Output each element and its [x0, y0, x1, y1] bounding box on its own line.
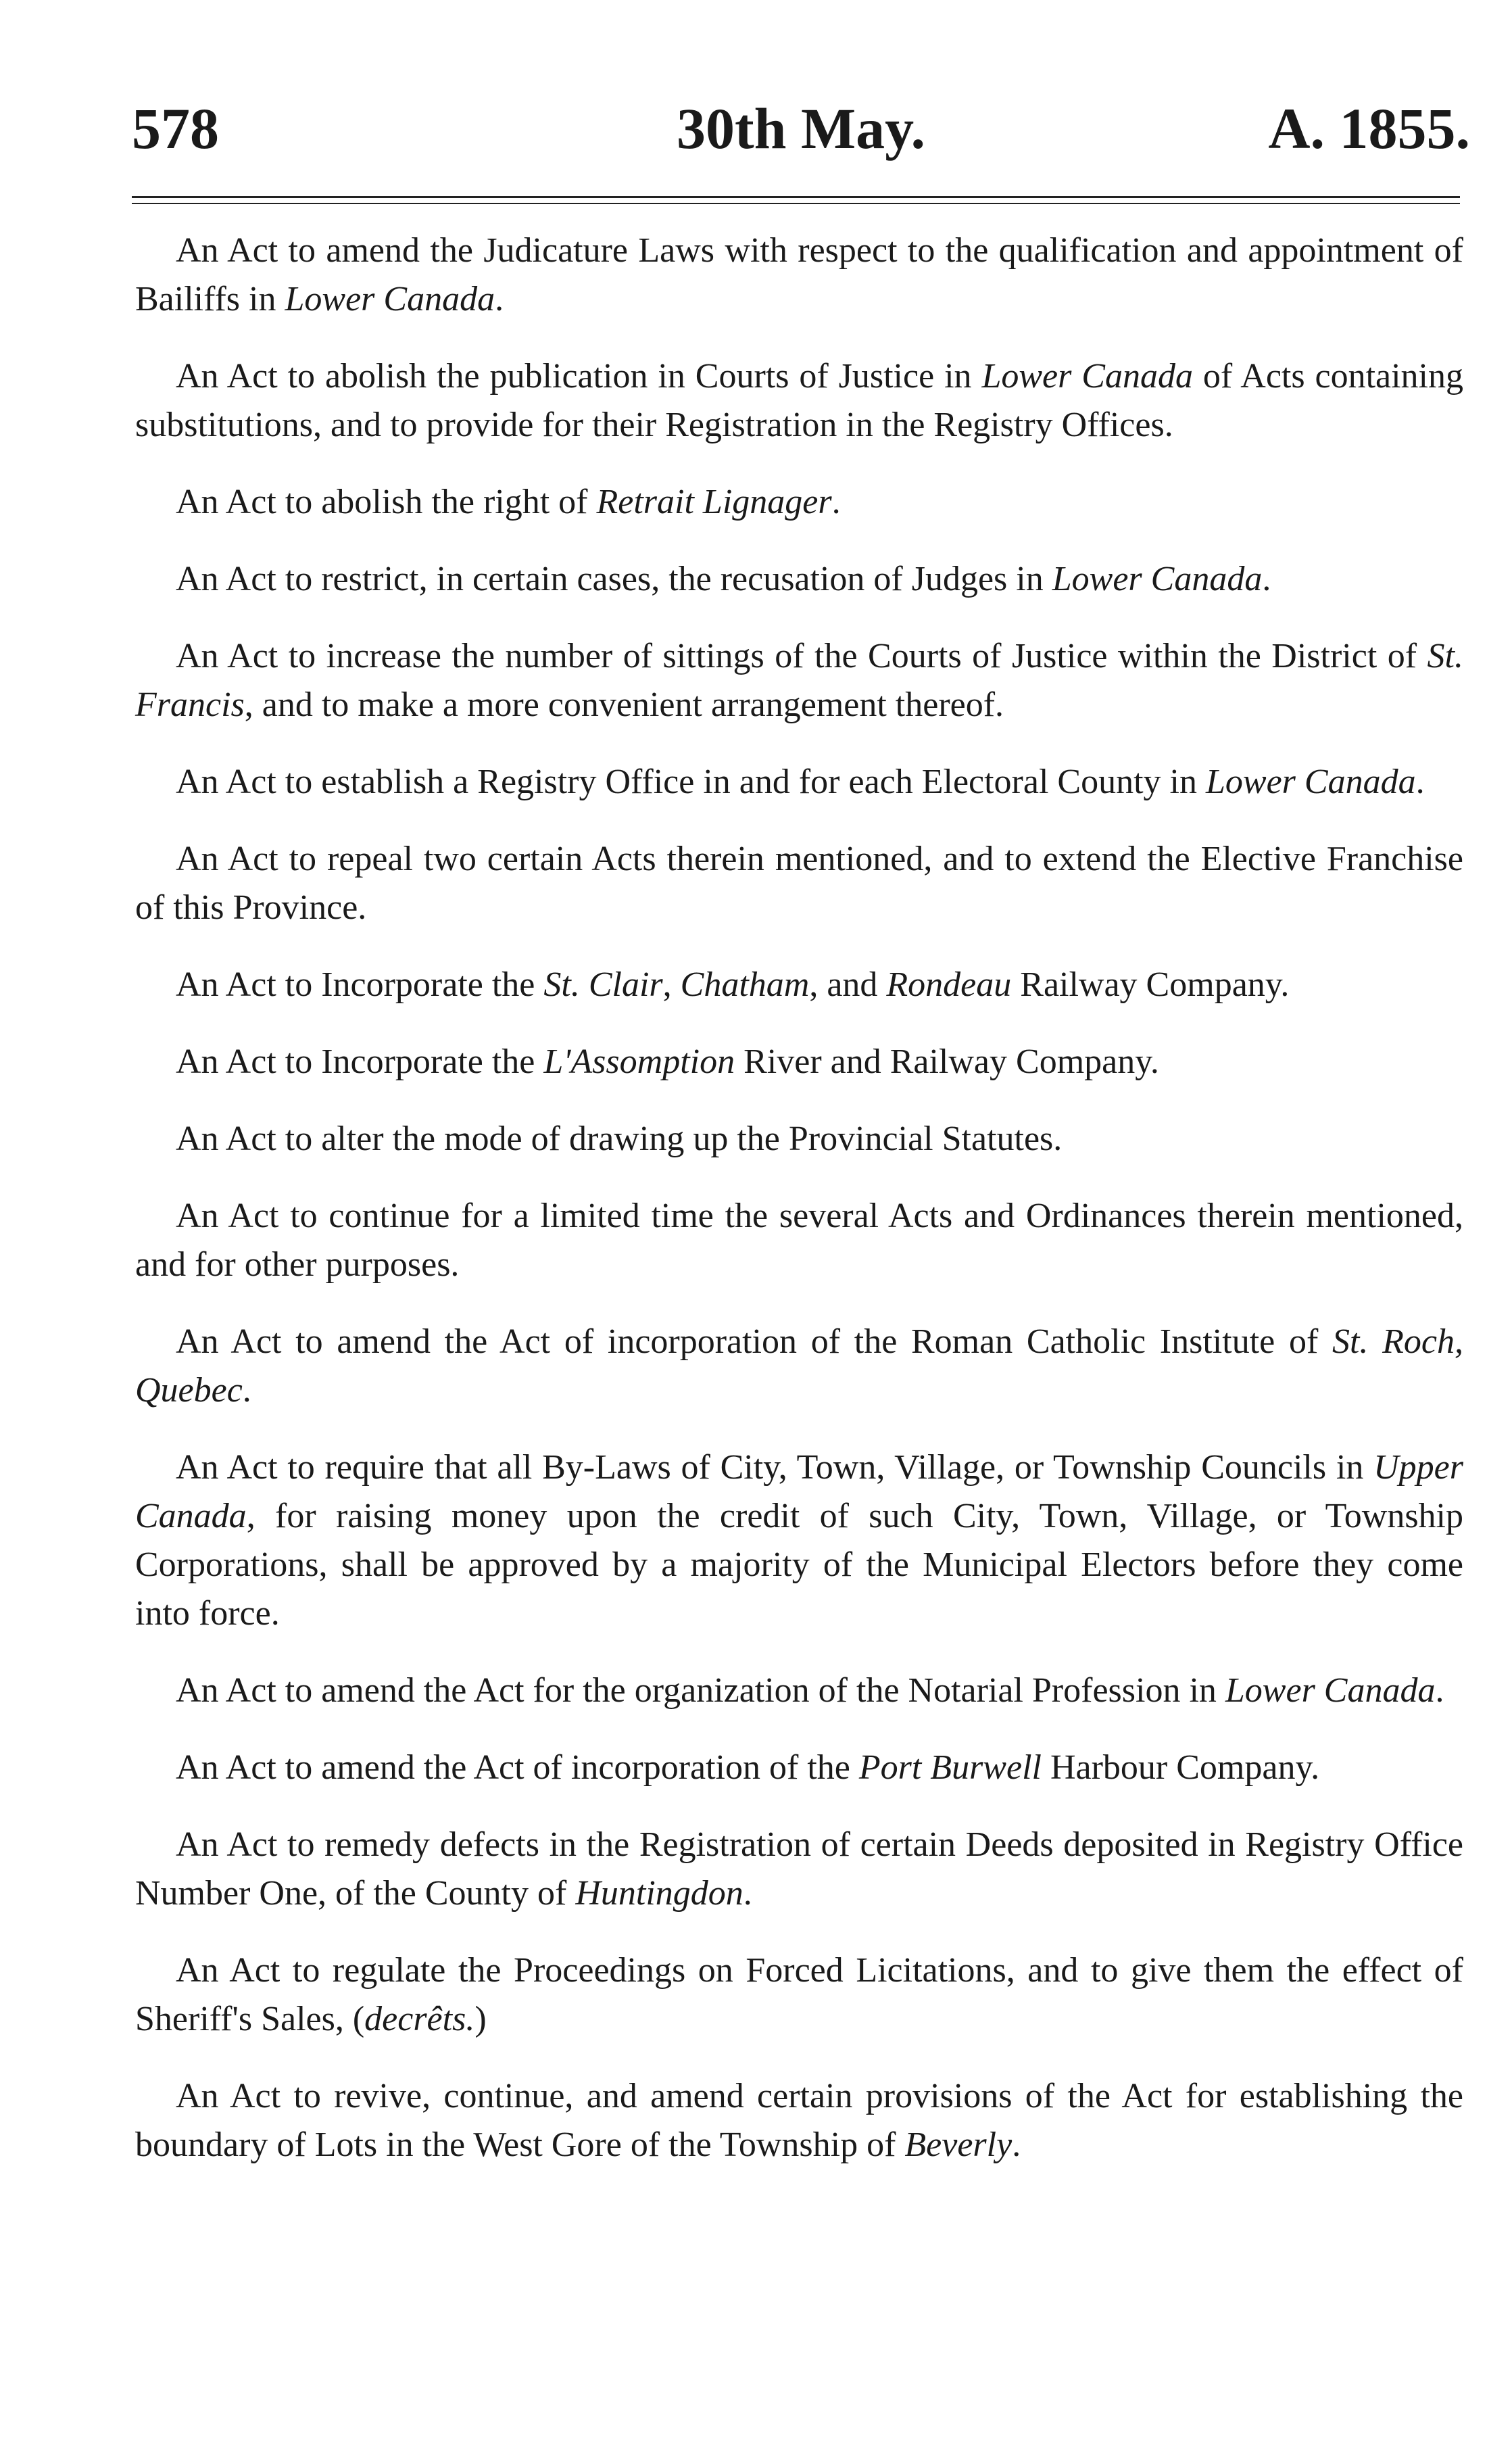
act-entry — [135, 478, 1463, 527]
italic-text: Lower Canada — [981, 357, 1193, 395]
italic-text: Huntingdon — [575, 1874, 743, 1913]
act-entry — [135, 352, 1463, 450]
entry-text: An Act to revive, continue, and amend certain provisions of the Act for establishing the boundary of Lots in the West Gore of the Township of — [135, 2077, 1463, 2164]
italic-text: Rondeau — [886, 965, 1012, 1004]
entry-text: An Act to remedy defects in the Registration of certain Deeds deposited in Registry Office Number One, of the County of — [135, 1825, 1463, 1913]
act-entry — [135, 2072, 1463, 2169]
act-entry — [135, 1318, 1463, 1415]
entry-text: . — [1435, 1671, 1444, 1710]
italic-text: Lower Canada — [285, 280, 495, 318]
entry-text: An Act to alter the mode of drawing up the Provincial Statutes. — [176, 1120, 1063, 1158]
act-entry — [135, 1744, 1463, 1792]
act-entry — [135, 961, 1463, 1009]
italic-text: L'Assomption — [543, 1042, 735, 1081]
act-entry — [135, 226, 1463, 324]
page-header — [132, 81, 1470, 176]
entry-text: An Act to repeal two certain Acts therein mentioned, and to extend the Elective Franchise of this Province. — [135, 840, 1463, 927]
entry-text: An Act to Incorporate the — [176, 1042, 544, 1081]
italic-text: Lower Canada — [1052, 560, 1263, 598]
entry-text: An Act to regulate the Proceedings on Forced Licitations, and to give them the effect of Sheriff's Sales, ( — [135, 1951, 1463, 2038]
entry-text: An Act to establish a Registry Office in and for each Electoral County in — [176, 763, 1206, 801]
entry-text: of Acts containing substitutions, and to provide for their Registration in the Registry Offices. — [135, 357, 1464, 444]
entry-text: An Act to increase the number of sittings of the Courts of Justice within the District of — [176, 637, 1428, 675]
italic-text: Lower Canada — [1205, 763, 1416, 801]
italic-text: St. — [1332, 1322, 1369, 1361]
entry-text: , and — [809, 965, 887, 1004]
entry-text: An Act to restrict, in certain cases, the recusation of Judges in — [176, 560, 1052, 598]
entry-text: An Act to require that all By-Laws of City, Town, Village, or Township Councils in — [176, 1448, 1374, 1487]
entry-text: . — [743, 1874, 752, 1913]
act-entry — [135, 1946, 1463, 2044]
act-entry — [135, 758, 1463, 807]
page-number: 578 — [132, 96, 219, 161]
entry-text: . — [831, 483, 841, 521]
act-entry — [135, 632, 1463, 729]
italic-text: Roch, Quebec — [135, 1322, 1463, 1410]
italic-text: St. Francis — [135, 637, 1463, 724]
act-entry — [135, 555, 1463, 604]
header-year: A. 1855. — [1268, 96, 1470, 161]
act-entry — [135, 835, 1463, 932]
act-entry — [135, 1115, 1463, 1163]
entry-text: . — [1415, 763, 1425, 801]
header-date: 30th May. — [677, 96, 925, 161]
entry-text: An Act to amend the Act for the organization of the Notarial Profession in — [176, 1671, 1225, 1710]
act-entry — [135, 1666, 1463, 1715]
entry-text: An Act to abolish the publication in Courts of Justice in — [176, 357, 982, 395]
entry-text: , — [662, 965, 681, 1004]
italic-text: St. Clair — [543, 965, 663, 1004]
entry-text: An Act to abolish the right of — [176, 483, 597, 521]
act-entry — [135, 1821, 1463, 1918]
entry-text: Harbour Company. — [1041, 1748, 1320, 1787]
italic-text: Upper Canada — [135, 1448, 1463, 1535]
entry-text: . — [1012, 2126, 1021, 2164]
act-entry — [135, 1192, 1463, 1289]
italic-text: Retrait Lignager — [596, 483, 832, 521]
entry-text — [1368, 1322, 1382, 1361]
entry-text: , for raising money upon the credit of such City, Town, Village, or Township Corporations, shall be approved by a majority of the Municipal Electors before they come into force. — [135, 1497, 1463, 1633]
italic-text: Beverly — [904, 2126, 1013, 2164]
entry-text: ) — [474, 2000, 487, 2038]
entry-text: An Act to amend the Act of incorporation of the Roman Catholic Institute of — [176, 1322, 1332, 1361]
act-list — [135, 226, 1463, 2198]
act-entry — [135, 1443, 1463, 1638]
italic-text: Chatham — [680, 965, 810, 1004]
entry-text: . — [1262, 560, 1271, 598]
entry-text: Railway Company. — [1011, 965, 1290, 1004]
entry-text: An Act to amend the Act of incorporation of the — [176, 1748, 859, 1787]
header-rule-top — [132, 196, 1460, 198]
entry-text: An Act to amend the Judicature Laws with respect to the qualification and appointment of Bailiffs in — [135, 231, 1463, 318]
italic-text: Port Burwell — [858, 1748, 1042, 1787]
entry-text: River and Railway Company. — [735, 1042, 1159, 1081]
entry-text: An Act to Incorporate the — [176, 965, 544, 1004]
italic-text: decrêts. — [364, 2000, 475, 2038]
entry-text: . — [242, 1371, 251, 1410]
entry-text: An Act to continue for a limited time the several Acts and Ordinances therein mentioned, and for other purposes. — [135, 1197, 1463, 1284]
act-entry — [135, 1038, 1463, 1086]
header-rule-bottom — [132, 203, 1460, 204]
italic-text: Lower Canada — [1225, 1671, 1436, 1710]
entry-text: . — [495, 280, 504, 318]
entry-text: , and to make a more convenient arrangement thereof. — [244, 686, 1004, 724]
